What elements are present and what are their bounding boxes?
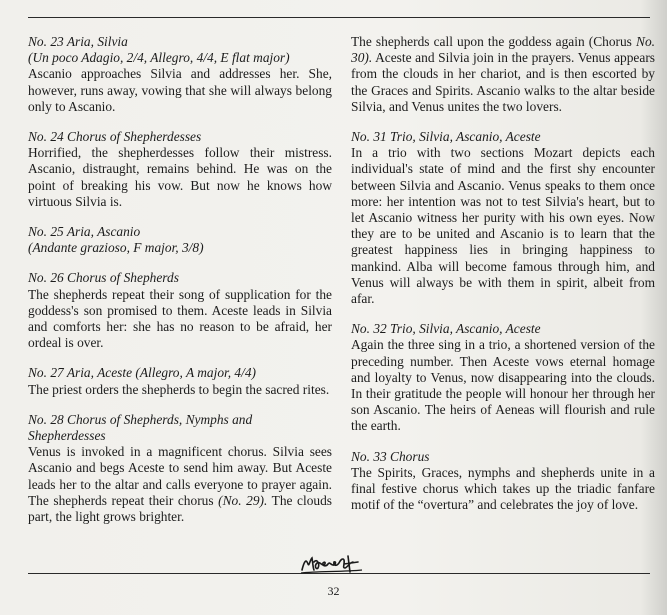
section-body: Ascanio approaches Silvia and addresses her. She, however, runs away, vowing that she will always belong only to Ascanio. (28, 66, 332, 114)
section-heading: No. 27 Aria, Aceste (Allegro, A major, 4/4) (28, 365, 257, 381)
section-body: Horrified, the shepherdesses follow their mistress. Ascanio, distraught, remains behind. He was on the point of breaking his vow. But now he knows how virtuous Silvia is. (28, 145, 332, 209)
mozart-signature-icon (298, 550, 368, 576)
section-no-28 (28, 412, 332, 525)
number-reference: (No. 29). (218, 492, 268, 508)
section-heading: No. 31 Trio, Silvia, Ascanio, Aceste (351, 129, 541, 145)
section-tempo: (Andante grazioso, F major, 3/8) (28, 240, 204, 256)
section-body: The Spirits, Graces, nymphs and shepherds unite in a final festive chorus which takes up the triadic fanfare motif of the “overtura” and celebrates the joy of love. (351, 464, 655, 513)
section-body-wrap (28, 444, 332, 525)
section-no-33 (351, 449, 655, 514)
section-body-continued: The clouds part, the light grows brighter. (28, 492, 332, 525)
section-no-26 (28, 270, 332, 351)
section-no-24 (28, 129, 332, 210)
section-heading: No. 25 Aria, Ascanio (28, 224, 141, 240)
section-no-25 (28, 224, 332, 256)
number-reference: No. 30). (351, 34, 655, 66)
section-no-31 (351, 129, 655, 307)
left-column (28, 34, 332, 539)
section-heading: No. 26 Chorus of Shepherds (28, 270, 179, 286)
section-heading: No. 23 Aria, Silvia (28, 34, 128, 49)
section-body: In a trio with two sections Mozart depicts each individual's state of mind and the first shy encounter between Silvia and Ascanio. Venus speaks to them once more: her intention was not to test Silvia's heart, but to let Ascanio witness her purity with his own eyes. Now they are to be united and Ascanio is to learn that the greatest happiness lies in bringing happiness to mankind. Alba will become famous through him, and Venus will always be with them in spirit, albeit from afar. (351, 145, 655, 307)
section-body: The shepherds call upon the goddess again (Chorus (351, 34, 632, 49)
section-tempo: (Un poco Adagio, 2/4, Allegro, 4/4, E flat major) (28, 50, 290, 66)
section-no-23 (28, 34, 332, 115)
section-heading: No. 28 Chorus of Shepherds, Nymphs and Shepherdesses (28, 411, 253, 444)
section-body: The priest orders the shepherds to begin the sacred rites. (28, 381, 330, 397)
page-number: 32 (327, 584, 340, 598)
right-column (351, 34, 655, 527)
top-rule (28, 17, 650, 18)
section-heading: No. 32 Trio, Silvia, Ascanio, Aceste (351, 321, 541, 337)
section-heading: No. 24 Chorus of Shepherdesses (28, 129, 202, 145)
section-body: The shepherds repeat their song of supplication for the goddess's son promised to them. Aceste leads in Silvia and comforts her: she has no reason to be afraid, her ordeal is over. (28, 286, 332, 351)
section-no-27 (28, 365, 332, 397)
section-body: Venus is invoked in a magnificent chorus. Silvia sees Ascanio and begs Aceste to send him away. But Aceste leads her to the altar and calls everyone to prayer again. The shepherds repeat their chorus (28, 444, 332, 508)
section-body-continued: Aceste and Silvia join in the prayers. Venus appears from the clouds in her chariot, and is then escorted by the Graces and Spirits. Ascanio walks to the altar beside Silvia, and Venus unites the two lovers. (351, 50, 655, 114)
section-heading: No. 33 Chorus (351, 448, 430, 464)
section-continuation (351, 34, 655, 115)
section-body: Again the three sing in a trio, a shortened version of the preceding number. Then Aceste vows eternal homage and loyalty to Venus, now disappearing into the clouds. In their gratitude the people will honour her through her son Ascanio. The heirs of Aeneas will flourish and rule the earth. (351, 337, 655, 434)
section-body-wrap (351, 34, 655, 115)
section-no-32 (351, 321, 655, 434)
